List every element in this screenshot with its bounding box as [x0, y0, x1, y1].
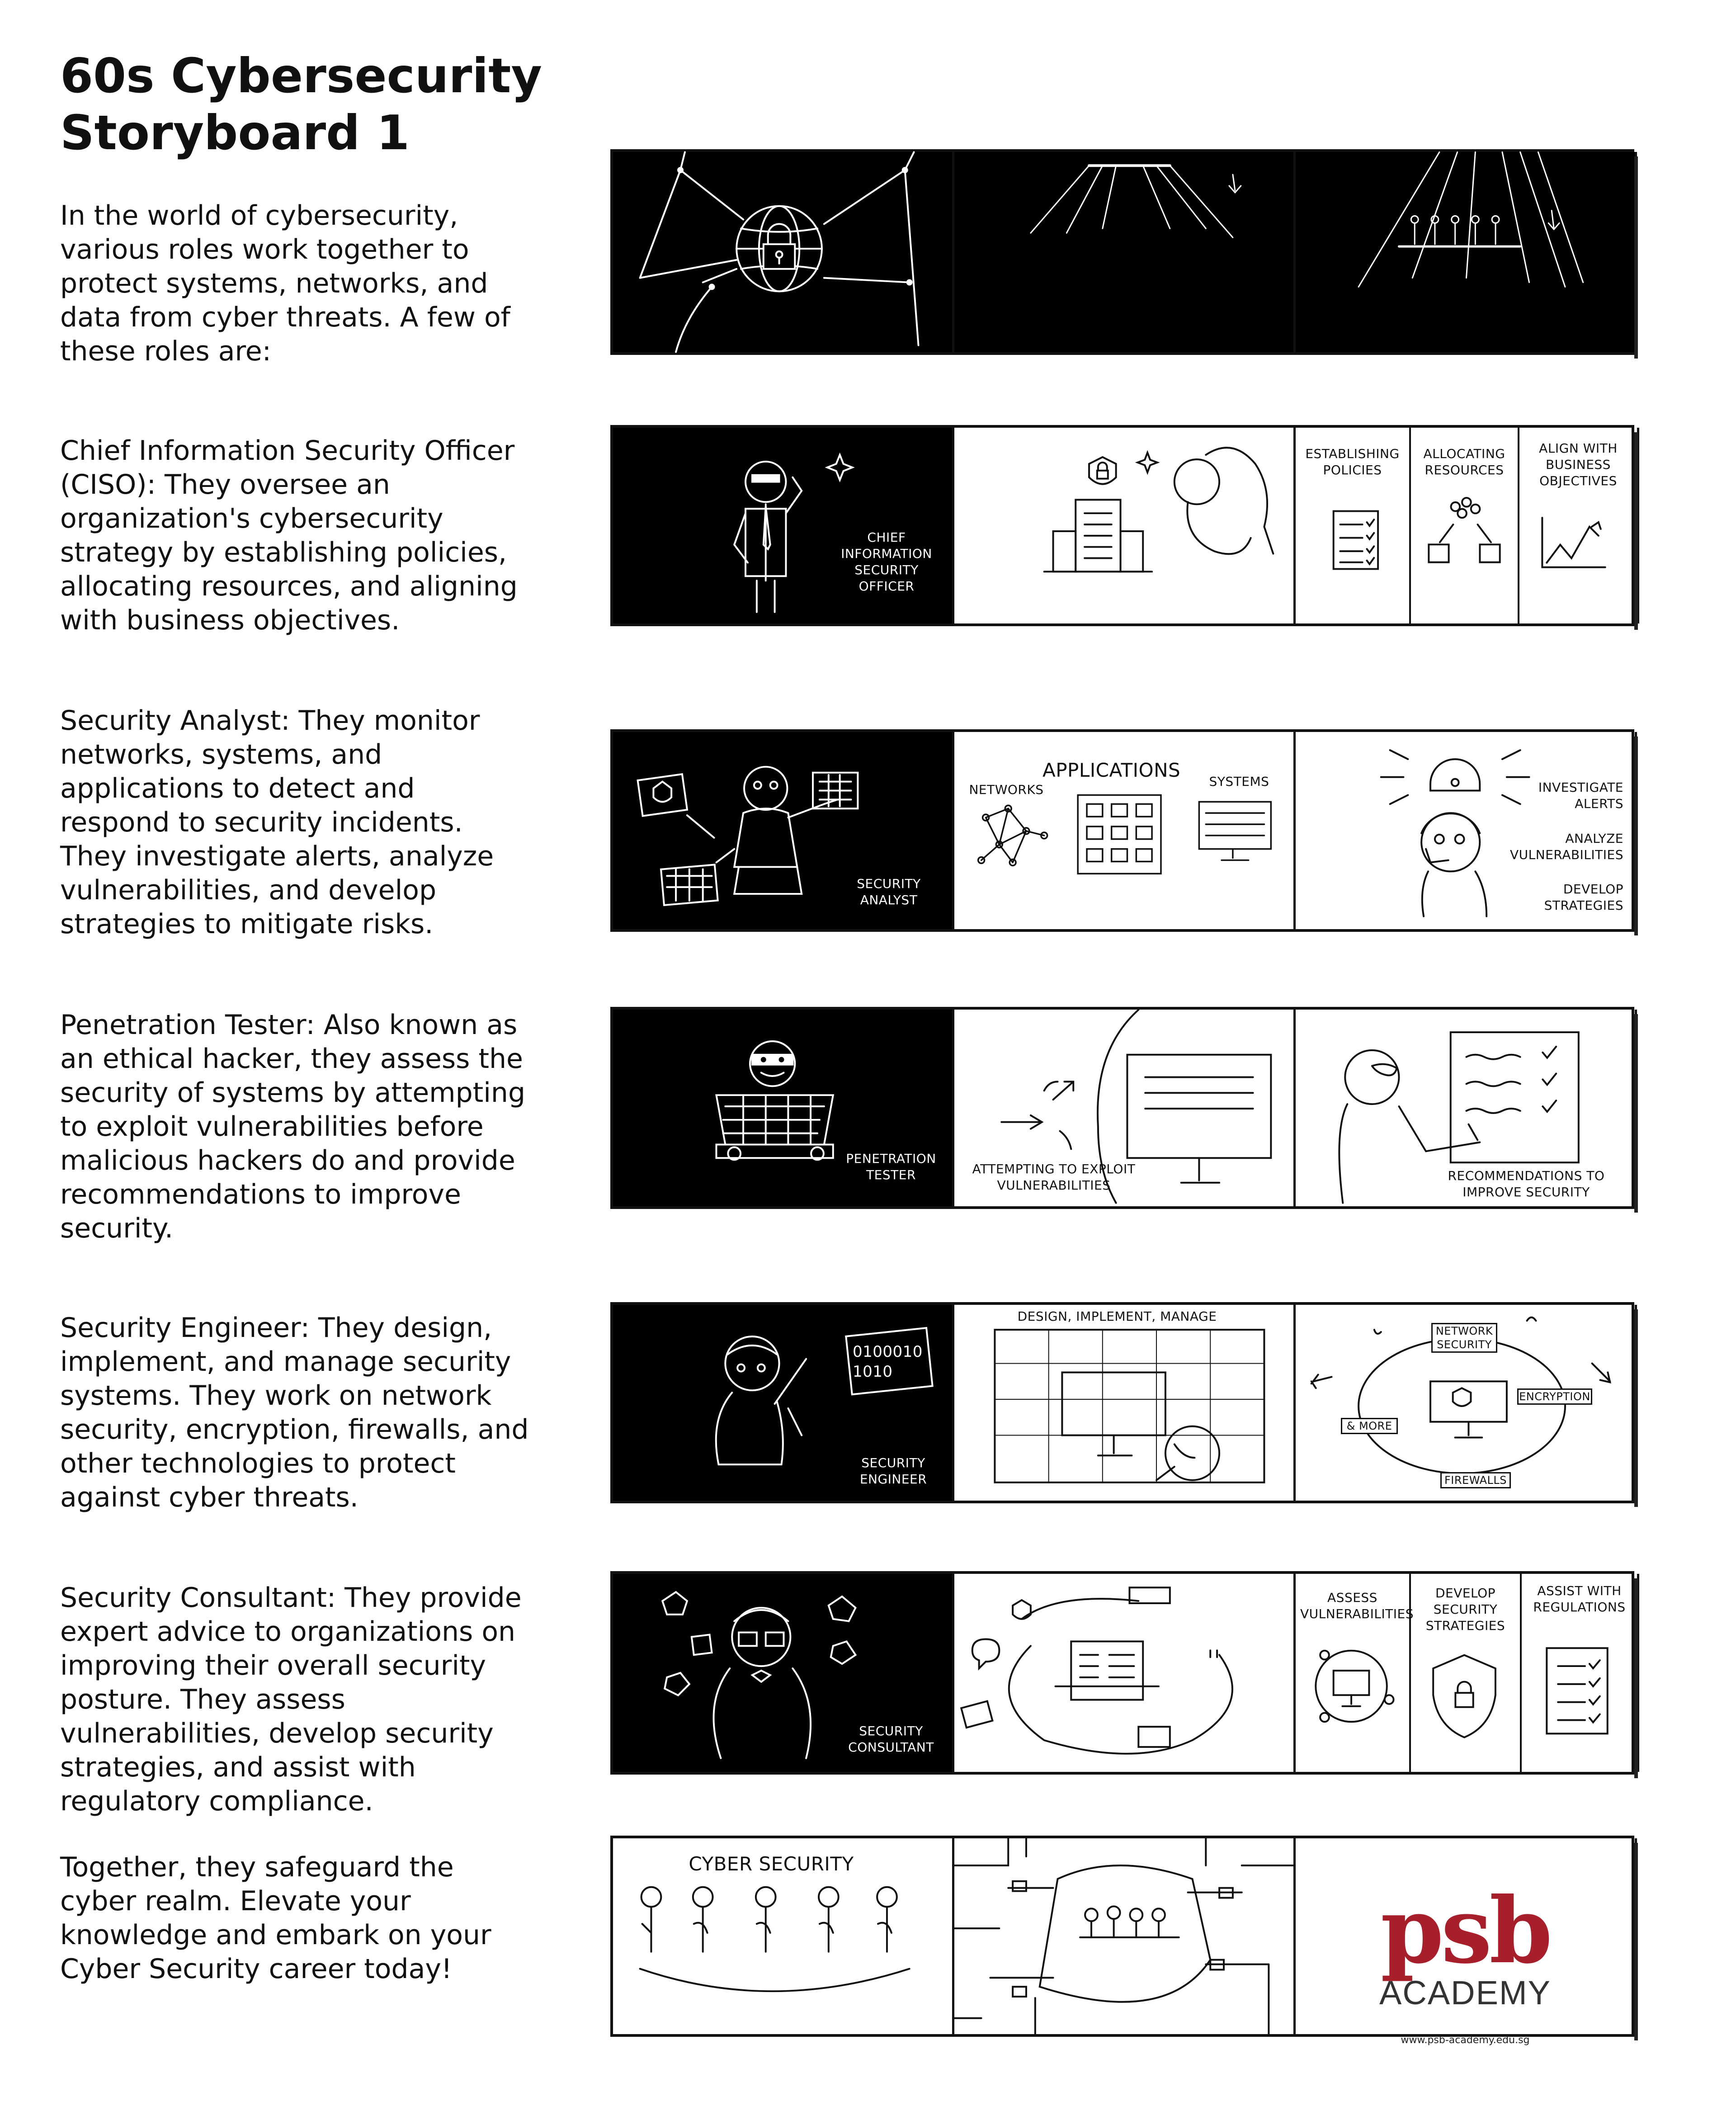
- pentester-paragraph: Penetration Tester: Also known as an ethical hacker, they assess the security of systems by attempting to exploit vulnerabilities before malicious hackers do and provide recommendations to improve security.: [60, 1009, 526, 1244]
- panel-ciso-duties: [1296, 428, 1639, 623]
- storyboard-strip-consultant: [610, 1571, 1634, 1775]
- spotlight-icon: [954, 152, 1293, 352]
- panel-analyst-tasks: [1296, 732, 1637, 929]
- intro-paragraph: In the world of cybersecurity, various roles work together to protect systems, networks, and data from cyber threats. A few of these roles are:: [60, 200, 510, 367]
- investigate-alerts-caption: INVESTIGATE ALERTS: [1538, 780, 1623, 811]
- consultant-paragraph: Security Consultant: They provide expert advice to organizations on improving their overall security posture. They assess vulnerabilities, develop security strategies, and assist with regulatory compliance.: [60, 1582, 522, 1817]
- panel-engineer-design: [954, 1305, 1296, 1501]
- globe-lock-icon: [613, 152, 952, 352]
- spotlight-team-icon: [1296, 152, 1635, 352]
- panel-consultant-duties: [1296, 1574, 1639, 1772]
- panel-engineer-tech: [1296, 1305, 1637, 1501]
- blueprint-screen-icon: [954, 1305, 1293, 1501]
- duty-develop-strategies: [1411, 1574, 1522, 1772]
- psb-academy-logo: [1296, 1878, 1635, 2046]
- resources-icon: [1411, 428, 1518, 623]
- checklist-icon: [1296, 428, 1409, 623]
- applications-caption: APPLICATIONS: [1043, 759, 1181, 781]
- growth-chart-icon: [1519, 428, 1637, 623]
- network-security-caption: NETWORK SECURITY: [1431, 1323, 1497, 1353]
- encryption-caption: ENCRYPTION: [1517, 1388, 1592, 1405]
- analyze-vulnerabilities-caption: ANALYZE VULNERABILITIES: [1510, 831, 1623, 862]
- panel-consultant-character: [613, 1574, 954, 1772]
- establishing-policies-caption: ESTABLISHING POLICIES: [1305, 446, 1400, 477]
- design-implement-manage-caption: DESIGN, IMPLEMENT, MANAGE: [1017, 1309, 1217, 1324]
- panel-psb-logo: [1296, 1838, 1637, 2046]
- panel-engineer-character: [613, 1305, 954, 1501]
- storyboard-strip-outro: [610, 1836, 1634, 2046]
- title-line-2: Storyboard 1: [60, 105, 410, 161]
- storyboard-strip-pentester: [610, 1007, 1634, 1209]
- panel-spotlight-team: [1296, 152, 1637, 352]
- panel-pentester-recommend: [1296, 1010, 1637, 1206]
- align-objectives-caption: ALIGN WITH BUSINESS OBJECTIVES: [1539, 441, 1618, 488]
- binary-text: 0100010 1010: [853, 1343, 923, 1381]
- duty-establishing-policies: [1296, 428, 1411, 623]
- ciso-role-caption: CHIEF INFORMATION SECURITY OFFICER: [841, 530, 932, 594]
- assess-monitor-icon: [1296, 1574, 1414, 1772]
- people-icons: [1411, 216, 1499, 245]
- attempting-exploit-caption: ATTEMPTING TO EXPLOIT VULNERABILITIES: [972, 1162, 1136, 1193]
- duty-allocating-resources: [1411, 428, 1519, 623]
- consultant-role-caption: SECURITY CONSULTANT: [848, 1723, 934, 1755]
- analyst-role-caption: SECURITY ANALYST: [857, 876, 921, 907]
- building-magnifier-icon: [954, 428, 1293, 623]
- page-title: [60, 47, 557, 161]
- recommendations-caption: RECOMMENDATIONS TO IMPROVE SECURITY: [1448, 1168, 1605, 1199]
- panel-pentester-exploit: [954, 1010, 1296, 1206]
- networks-caption: NETWORKS: [969, 782, 1044, 797]
- network-hub-icon: [954, 1838, 1293, 2034]
- panel-spotlight: [954, 152, 1296, 352]
- panel-pentester-character: [613, 1010, 954, 1206]
- pentester-role-caption: PENETRATION TESTER: [846, 1151, 936, 1182]
- assess-vulnerabilities-caption: ASSESS VULNERABILITIES: [1300, 1590, 1414, 1621]
- analyst-paragraph: Security Analyst: They monitor networks, systems, and applications to detect and respond to security incidents. They investigate alerts, analyze vulnerabilities, and develop strategies to mitigate risks.: [60, 705, 494, 940]
- panel-analyst-monitoring: [954, 732, 1296, 929]
- develop-security-strategies-caption: DEVELOP SECURITY STRATEGIES: [1425, 1586, 1505, 1633]
- assist-regulations-caption: ASSIST WITH REGULATIONS: [1533, 1583, 1626, 1615]
- compliance-list-icon: [1522, 1574, 1637, 1772]
- panel-globe-lock: [613, 152, 954, 352]
- shield-lock-icon: [1411, 1574, 1520, 1772]
- ciso-paragraph: Chief Information Security Officer (CISO): They oversee an organization's cybersecurity strategy by establishing policies, allocating resources, and aligning with business objectives.: [60, 435, 518, 636]
- duty-assess-vulnerabilities: [1296, 1574, 1414, 1772]
- logo-url: www.psb-academy.edu.sg: [1401, 2035, 1530, 2046]
- panel-ciso-building: [954, 428, 1296, 623]
- duty-assist-regulations: [1522, 1574, 1637, 1772]
- system-monitor-icon: [1199, 802, 1271, 860]
- cyber-security-caption: CYBER SECURITY: [689, 1853, 854, 1875]
- panel-team: [613, 1838, 954, 2034]
- engineer-role-caption: SECURITY ENGINEER: [859, 1455, 927, 1487]
- monitoring-icon: [954, 732, 1293, 929]
- storyboard-strip-analyst: [610, 729, 1634, 932]
- panel-consultant-advice: [954, 1574, 1296, 1772]
- title-line-1: 60s Cybersecurity: [60, 48, 542, 104]
- logo-sub: ACADEMY: [1379, 1974, 1551, 2011]
- allocating-resources-caption: ALLOCATING RESOURCES: [1423, 446, 1505, 477]
- develop-strategies-caption: DEVELOP STRATEGIES: [1544, 882, 1623, 913]
- panel-ciso-character: [613, 428, 954, 623]
- alarm-analyst-icon: [1296, 732, 1635, 929]
- and-more-caption: & MORE: [1341, 1418, 1398, 1434]
- systems-caption: SYSTEMS: [1209, 774, 1269, 789]
- panel-network-hub: [954, 1838, 1296, 2034]
- storyboard-strip-ciso: [610, 425, 1634, 626]
- advice-cloud-icon: [954, 1574, 1293, 1772]
- storyboard-strip-intro: [610, 149, 1634, 355]
- duty-align-objectives: [1519, 428, 1637, 623]
- engineer-paragraph: Security Engineer: They design, implement, and manage security systems. They work on network security, encryption, firewalls, and other technologies to protect against cyber threats.: [60, 1312, 529, 1513]
- network-graph-icon: [978, 805, 1047, 865]
- team-icon: [613, 1838, 952, 2034]
- logo-name: psb: [1380, 1878, 1550, 1984]
- storyboard-strip-engineer: [610, 1302, 1634, 1503]
- apps-grid-icon: [1078, 795, 1161, 874]
- outro-paragraph: Together, they safeguard the cyber realm. Elevate your knowledge and embark on your Cyber Security career today!: [60, 1851, 491, 1985]
- firewalls-caption: FIREWALLS: [1440, 1472, 1511, 1488]
- panel-analyst-character: [613, 732, 954, 929]
